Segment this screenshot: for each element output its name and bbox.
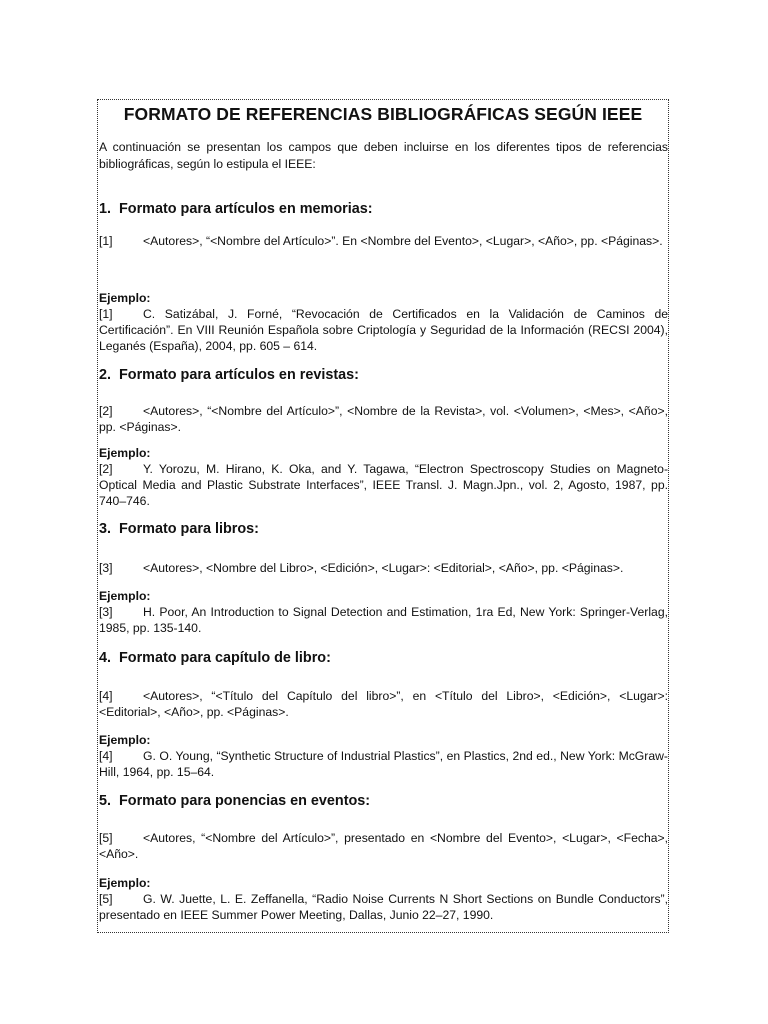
example-label-4: Ejemplo:	[99, 733, 151, 747]
section-heading-1	[99, 201, 668, 217]
section-title: Formato para capítulo de libro:	[119, 650, 331, 666]
section-title: Formato para libros:	[119, 521, 259, 537]
example-label-5: Ejemplo:	[99, 876, 151, 890]
reference-tag: [4]	[99, 689, 113, 703]
section-title: Formato para artículos en memorias:	[119, 201, 373, 217]
reference-tag: [4]	[99, 749, 113, 763]
intro-paragraph: A continuación se presentan los campos que deben incluirse en los diferentes tipos de referencias bibliográficas, según lo estipula el IEEE:	[99, 140, 668, 171]
reference-text: Y. Yorozu, M. Hirano, K. Oka, and Y. Tagawa, “Electron Spectroscopy Studies on Magneto-Optical Media and Plastic Substrate Interfaces”, IEEE Transl. J. Magn.Jpn., vol. 2, Agosto, 1987, pp. 740–746.	[99, 462, 668, 508]
example-label-2: Ejemplo:	[99, 446, 151, 460]
format-reference-3	[99, 560, 668, 576]
example-reference-3	[99, 604, 668, 636]
section-number: 3.	[99, 521, 112, 537]
example-reference-4	[99, 748, 668, 780]
section-number: 1.	[99, 201, 112, 217]
reference-tag: [3]	[99, 605, 113, 619]
example-label-3: Ejemplo:	[99, 589, 151, 603]
section-heading-4	[99, 650, 668, 666]
format-reference-1	[99, 233, 668, 249]
section-heading-2	[99, 367, 668, 383]
reference-text: <Autores>, “<Título del Capítulo del libro>”, en <Título del Libro>, <Edición>, <Lugar>: <Editorial>, <Año>, pp. <Páginas>.	[99, 689, 668, 719]
page-title: FORMATO DE REFERENCIAS BIBLIOGRÁFICAS SEGÚN IEEE	[123, 104, 643, 124]
reference-tag: [1]	[99, 307, 113, 321]
example-reference-1	[99, 306, 668, 354]
section-title: Formato para ponencias en eventos:	[119, 793, 371, 809]
reference-tag: [1]	[99, 234, 113, 248]
format-reference-4	[99, 688, 668, 720]
reference-text: <Autores>, “<Nombre del Artículo>”. En <Nombre del Evento>, <Lugar>, <Año>, pp. <Páginas>.	[143, 234, 663, 248]
reference-tag: [2]	[99, 462, 113, 476]
section-heading-5	[99, 793, 668, 809]
section-number: 5.	[99, 793, 112, 809]
format-reference-5	[99, 830, 668, 862]
section-title: Formato para artículos en revistas:	[119, 367, 359, 383]
reference-text: <Autores>, <Nombre del Libro>, <Edición>, <Lugar>: <Editorial>, <Año>, pp. <Páginas>.	[143, 561, 624, 575]
reference-tag: [5]	[99, 831, 113, 845]
example-reference-2	[99, 461, 668, 509]
reference-text: G. O. Young, “Synthetic Structure of Industrial Plastics”, en Plastics, 2nd ed., New York: McGraw-Hill, 1964, pp. 15–64.	[99, 749, 668, 779]
reference-tag: [5]	[99, 892, 113, 906]
example-label-1: Ejemplo:	[99, 291, 151, 305]
reference-text: H. Poor, An Introduction to Signal Detection and Estimation, 1ra Ed, New York: Springer-Verlag, 1985, pp. 135-140.	[99, 605, 668, 635]
reference-text: C. Satizábal, J. Forné, “Revocación de Certificados en la Validación de Caminos de Certificación”. En VIII Reunión Española sobre Criptología y Seguridad de la Información (RECSI 2004), Leganés (España), 2004, pp. 605 – 614.	[99, 307, 668, 353]
reference-tag: [3]	[99, 561, 113, 575]
section-heading-3	[99, 521, 668, 537]
reference-text: <Autores>, “<Nombre del Artículo>”, <Nombre de la Revista>, vol. <Volumen>, <Mes>, <Año>, pp. <Páginas>.	[99, 404, 668, 434]
example-reference-5	[99, 891, 668, 923]
reference-text: G. W. Juette, L. E. Zeffanella, “Radio Noise Currents N Short Sections on Bundle Conductors”, presentado en IEEE Summer Power Meeting, Dallas, Junio 22–27, 1990.	[99, 892, 668, 922]
section-number: 4.	[99, 650, 112, 666]
section-number: 2.	[99, 367, 112, 383]
reference-tag: [2]	[99, 404, 113, 418]
format-reference-2	[99, 403, 668, 435]
reference-text: <Autores, “<Nombre del Artículo>”, presentado en <Nombre del Evento>, <Lugar>, <Fecha>, <Año>.	[99, 831, 668, 861]
